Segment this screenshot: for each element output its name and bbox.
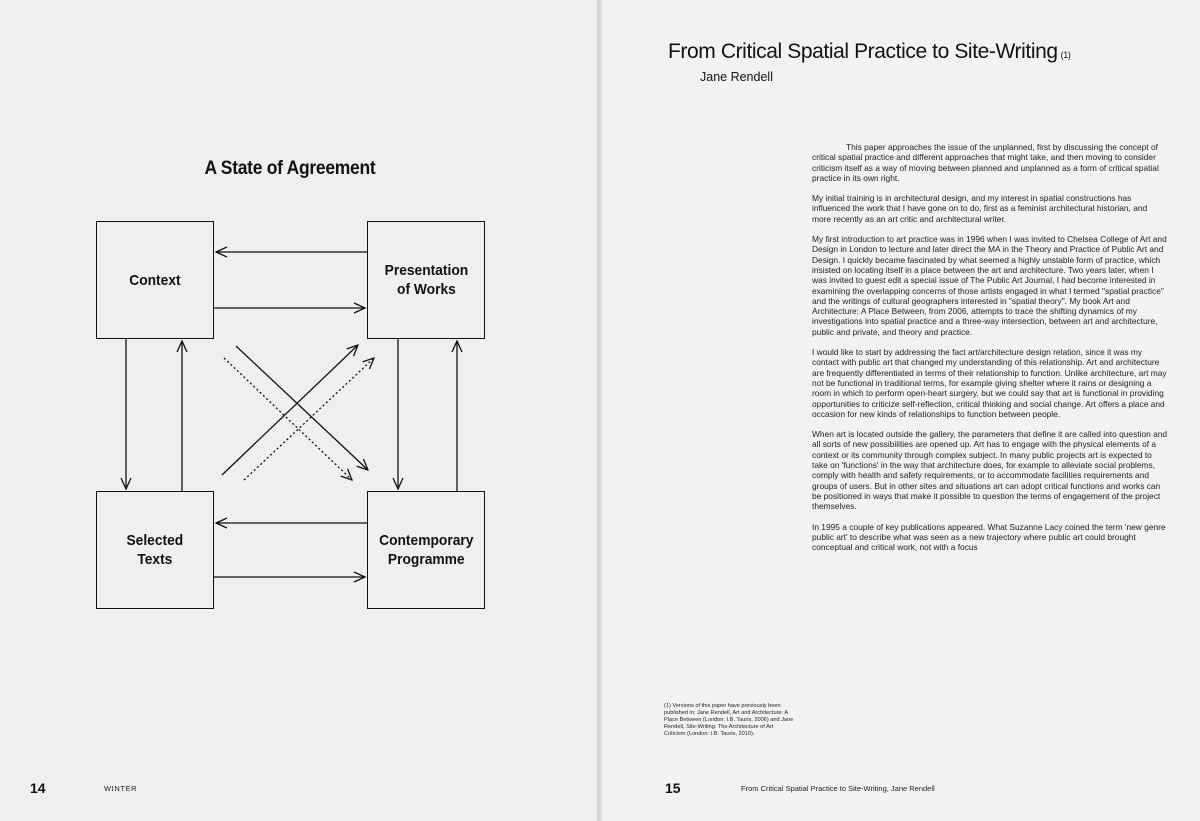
box-context-label: Context xyxy=(129,271,181,289)
paragraph: This paper approaches the issue of the unplanned, first by discussing the concept of critical spatial practice and different approaches that might take, and then moving to consider criticism itself as a way of moving between planned and unplanned as a form of critical spatial practice in its own right. xyxy=(812,142,1159,183)
diagram-title: A State of Agreement xyxy=(204,158,376,179)
article-author: Jane Rendell xyxy=(700,70,773,84)
running-footer-left: WINTER xyxy=(104,784,138,793)
arrow-diagonal-up xyxy=(222,345,358,475)
box-contemporary-programme xyxy=(367,491,485,609)
left-page xyxy=(0,0,597,821)
box-selected-texts xyxy=(96,491,214,609)
page-number-left: 14 xyxy=(30,780,46,796)
paragraph: When art is located outside the gallery, the parameters that define it are called into question and all sorts of new possibilities are opened up. Art has to engage with the physical elements of a context or its community through complex subject. In many public projects art is expected to take on 'functions' in the way that architecture does, for example to alleviate social problems, comply with health and safety requirements, or to accommodate facilities requirements and groups of users. But in other sites and situations art can adopt critical functions and works can be positioned in ways that make it possible to question the terms of engagement of the project themselves. xyxy=(812,429,1168,512)
box-context xyxy=(96,221,214,339)
article-body xyxy=(812,142,1168,810)
footnote: (1) Versions of this paper have previously been published in: Jane Rendell, Art and Architecture: A Place Between (London: I.B. Tauris, 2006) and Jane Rendell, Site-Writing: The Architecture of Art Criticism (London: I.B. Tauris, 2010). xyxy=(664,703,794,737)
paragraph: I would like to start by addressing the fact art/architecture design relation, since it was my contact with public art that changed my understanding of this relationship. Art and architecture are frequently differentiated in terms of their relationship to function. Unlike architecture, art may not be functional in traditional terms, for example giving shelter where it rains or designing a room in which to perform open-heart surgery, but we could say that art is functional in providing opportunities to criticize self-reflection, critical thinking and social change. Art offers a place and occasion for new kinds of relationships to function between people. xyxy=(812,347,1167,419)
paragraph: In 1995 a couple of key publications appeared. What Suzanne Lacy coined the term 'new genre public art' to describe what was seen as a new trajectory where public art could brought conceptual and critical work, not with a focus xyxy=(812,521,1166,553)
paragraph: My first introduction to art practice was in 1996 when I was invited to Chelsea College of Art and Design in London to lecture and later direct the MA in the Theory and Practice of Public Art and Design. I quickly became fascinated by what seemed a highly unstable form of practice, which insisted on locating itself in a place between the art and architecture. Two years later, when I was invited to guest edit a special issue of The Public Art Journal, I had become interested in examining the overlapping concerns of those artists engaged in what I termed "spatial practice" and the writings of cultural geographers interested in "spatial theory". My book Art and Architecture: A Place Between, from 2006, attempts to trace the shifting dynamics of my investigations into spatial practice and a three-way intersection, between art and architecture, public and private, and theory and practice. xyxy=(812,234,1167,337)
diagram-arrows xyxy=(0,0,597,821)
box-presentation-label: Presentation of Works xyxy=(384,262,468,298)
paragraph: My initial training is in architectural design, and my interest in spatial constructions has influenced the work that I have gone on to do, first as a feminist architectural historian, and more recently as an art critic and architectural writer. xyxy=(812,193,1148,224)
box-presentation-of-works xyxy=(367,221,485,339)
box-selected-label: Selected Texts xyxy=(126,532,184,568)
box-contemporary-label: Contemporary Programme xyxy=(378,532,474,568)
article-title xyxy=(668,40,1070,64)
page-number-right: 15 xyxy=(665,780,681,796)
article-title-text: From Critical Spatial Practice to Site-Writing xyxy=(668,40,1058,63)
running-footer-right: From Critical Spatial Practice to Site-Writing, Jane Rendell xyxy=(741,784,935,793)
title-footnote-ref: (1) xyxy=(1060,50,1071,60)
arrow-diagonal-up-dashed xyxy=(244,358,374,480)
arrow-diagonal-down xyxy=(236,346,368,470)
arrow-diagonal-down-dashed xyxy=(224,358,352,480)
